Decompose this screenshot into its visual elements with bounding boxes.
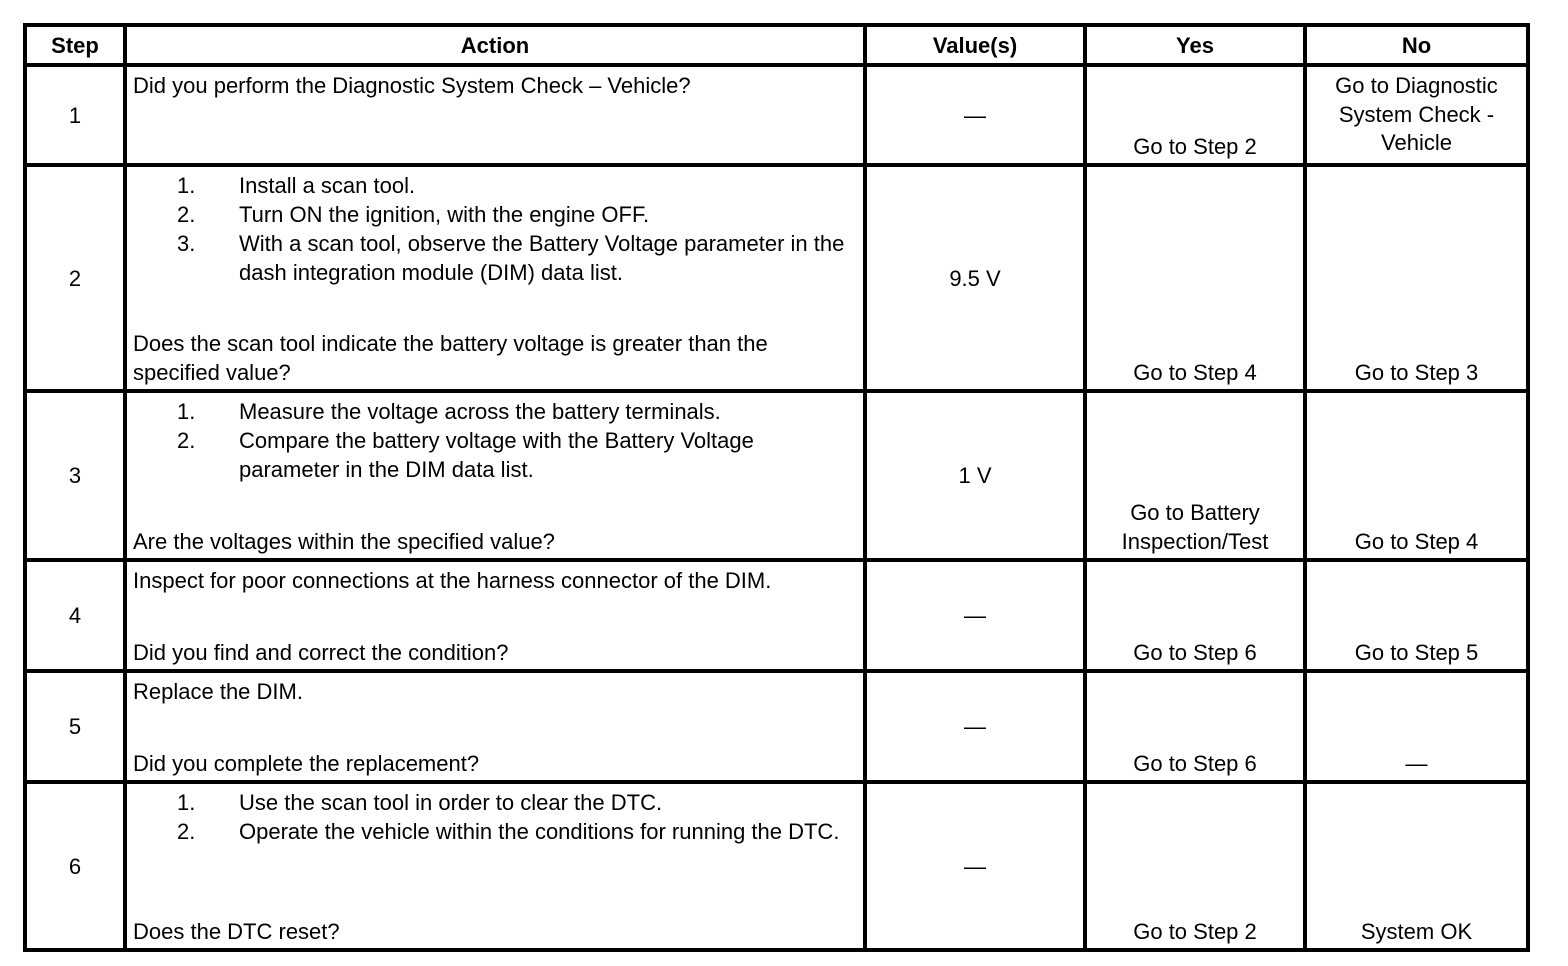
action-cell [125,560,865,671]
step-number: 2 [25,165,125,391]
no-cell: Go to Step 4 [1305,391,1528,560]
list-item-text: Operate the vehicle within the conditions for running the DTC. [239,819,840,844]
step-number: 6 [25,782,125,950]
list-item-number: 1. [177,173,196,198]
step-number: 1 [25,65,125,165]
list-item [133,229,857,287]
action-text: Inspect for poor connections at the harness connector of the DIM. [133,568,772,593]
yes-cell: Go to Step 6 [1085,560,1305,671]
list-item-text: Turn ON the ignition, with the engine OFF. [239,202,650,227]
table-row [25,391,1528,560]
header-values: Value(s) [865,25,1085,65]
action-cell [125,65,865,165]
action-text: Replace the DIM. [133,679,303,704]
header-row [25,25,1528,65]
action-cell [125,165,865,391]
list-item [133,200,857,229]
value-cell: — [865,671,1085,782]
header-yes: Yes [1085,25,1305,65]
list-item-number: 1. [177,399,196,424]
list-item-text: Compare the battery voltage with the Battery Voltage parameter in the DIM data list. [239,428,754,482]
no-text: Go to Diagnostic System Check - Vehicle [1335,73,1498,156]
question-text: Did you find and correct the condition? [133,640,509,665]
yes-cell: Go to Step 6 [1085,671,1305,782]
table-row [25,560,1528,671]
list-item-number: 3. [177,231,196,256]
value-cell: 9.5 V [865,165,1085,391]
step-number: 4 [25,560,125,671]
header-step: Step [25,25,125,65]
question-text: Did you complete the replacement? [133,751,480,776]
yes-cell: Go to Step 2 [1085,782,1305,950]
instruction-list [133,397,857,484]
list-item-text: Measure the voltage across the battery terminals. [239,399,721,424]
yes-cell: Go to Step 4 [1085,165,1305,391]
action-text: Did you perform the Diagnostic System Check – Vehicle? [133,73,691,98]
no-cell [1305,65,1528,165]
action-cell [125,671,865,782]
question-text: Are the voltages within the specified value? [133,529,555,554]
list-item [133,788,857,817]
table-row [25,165,1528,391]
list-item-text: Use the scan tool in order to clear the DTC. [239,790,663,815]
no-cell: Go to Step 3 [1305,165,1528,391]
diagnostic-table [23,23,1530,952]
value-cell: 1 V [865,391,1085,560]
step-number: 5 [25,671,125,782]
list-item [133,397,857,426]
instruction-list [133,788,857,846]
list-item-number: 1. [177,790,196,815]
value-cell: — [865,782,1085,950]
question-text: Does the scan tool indicate the battery voltage is greater than the specified value? [133,331,768,385]
list-item-text: With a scan tool, observe the Battery Voltage parameter in the dash integration module (DIM) data list. [239,231,845,285]
list-item-number: 2. [177,819,196,844]
no-cell: System OK [1305,782,1528,950]
no-cell: Go to Step 5 [1305,560,1528,671]
list-item [133,171,857,200]
value-cell: — [865,65,1085,165]
action-cell [125,391,865,560]
yes-text: Go to Battery Inspection/Test [1121,500,1269,554]
table-row [25,671,1528,782]
no-cell: — [1305,671,1528,782]
yes-cell: Go to Step 2 [1085,65,1305,165]
yes-cell [1085,391,1305,560]
header-action: Action [125,25,865,65]
table-row [25,782,1528,950]
value-cell: — [865,560,1085,671]
list-item-text: Install a scan tool. [239,173,416,198]
header-no: No [1305,25,1528,65]
action-cell [125,782,865,950]
list-item [133,817,857,846]
table-row [25,65,1528,165]
list-item-number: 2. [177,202,196,227]
step-number: 3 [25,391,125,560]
list-item-number: 2. [177,428,196,453]
question-text: Does the DTC reset? [133,919,340,944]
instruction-list [133,171,857,287]
list-item [133,426,857,484]
